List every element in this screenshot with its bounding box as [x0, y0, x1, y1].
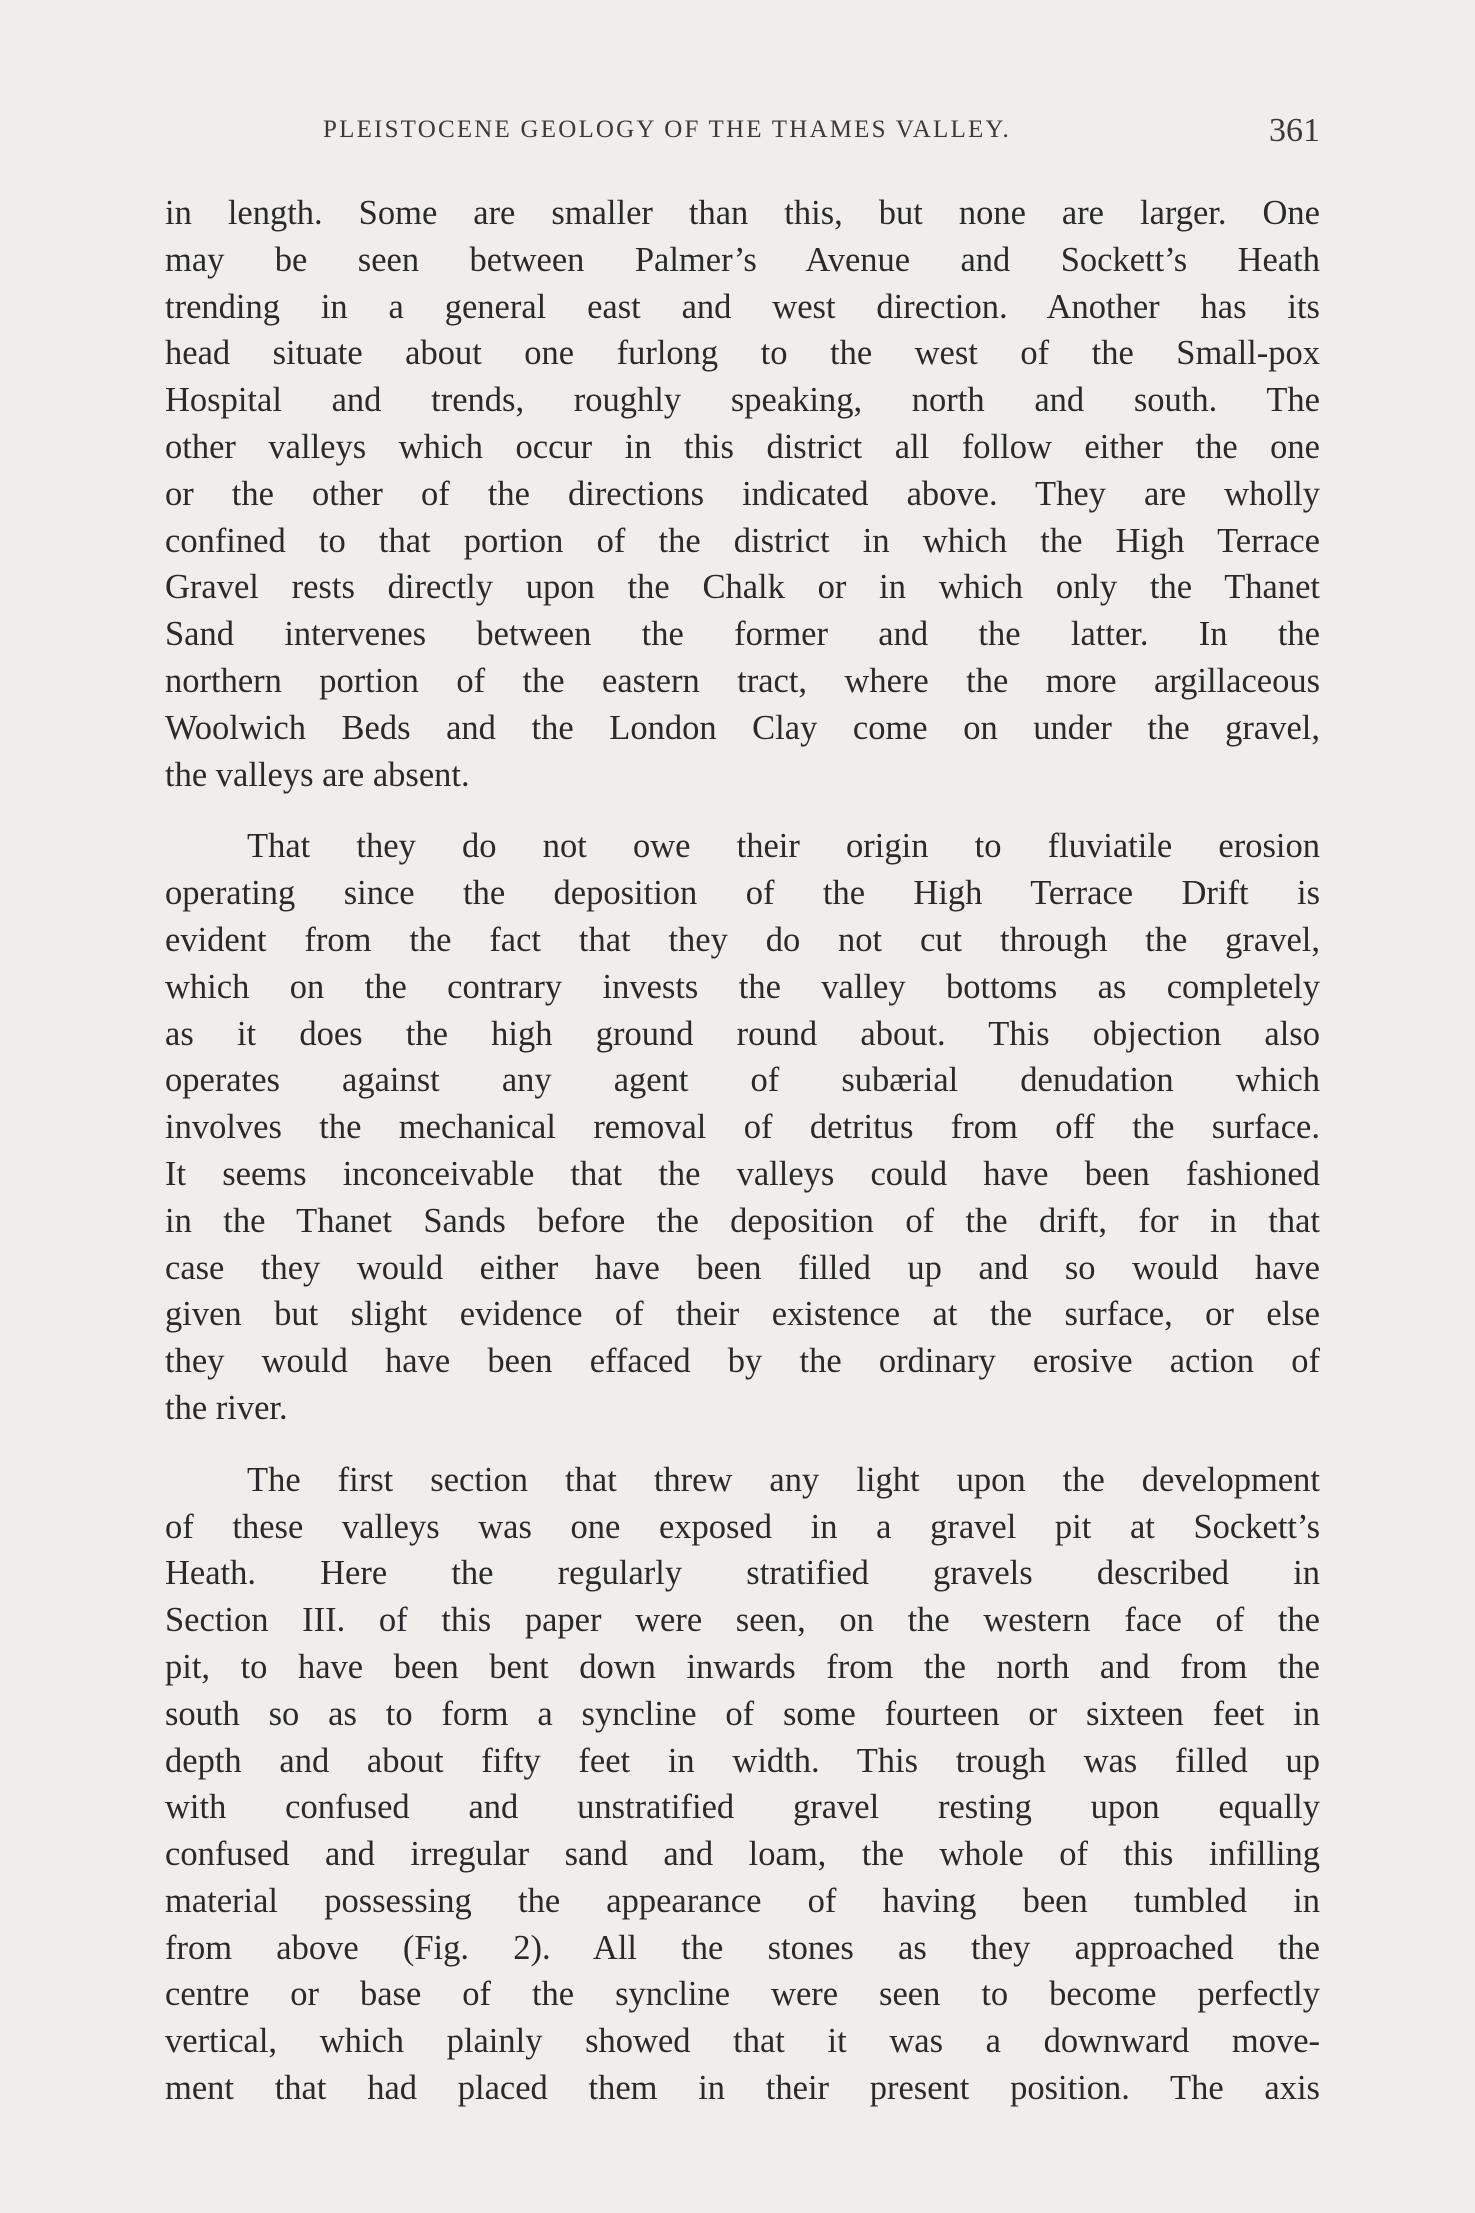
text-line: northern portion of the eastern tract, where the more argillaceous — [165, 661, 1320, 700]
text-line: confused and irregular sand and loam, the whole of this infilling — [165, 1835, 1320, 1874]
text-line: It seems inconceivable that the valleys could have been fashioned — [165, 1154, 1320, 1193]
paragraph-gap — [165, 1432, 1320, 1457]
text-line: evident from the fact that they do not cut through the gravel, — [165, 920, 1320, 959]
page-number: 361 — [1269, 112, 1320, 149]
text-line: confined to that portion of the district in which the High Terrace — [165, 521, 1320, 560]
text-line: Heath. Here the regularly stratified gravels described in — [165, 1554, 1320, 1593]
text-line: south so as to form a syncline of some fourteen or sixteen feet in — [165, 1694, 1320, 1733]
text-line: ment that had placed them in their present position. The axis — [165, 2069, 1320, 2108]
text-line: material possessing the appearance of having been tumbled in — [165, 1881, 1320, 1920]
text-line: case they would either have been filled up and so would have — [165, 1248, 1320, 1287]
text-line: head situate about one furlong to the west of the Small-pox — [165, 334, 1320, 373]
running-head — [165, 112, 1320, 156]
paragraph-2 — [165, 823, 1320, 1431]
text-line: from above (Fig. 2). All the stones as they approached the — [165, 1928, 1320, 1967]
text-line: in length. Some are smaller than this, but none are larger. One — [165, 194, 1320, 232]
text-line: other valleys which occur in this district all follow either the one — [165, 427, 1320, 466]
text-line: the valleys are absent. — [165, 755, 470, 794]
text-line: Section III. of this paper were seen, on the western face of the — [165, 1601, 1320, 1640]
text-line: which on the contrary invests the valley bottoms as completely — [165, 967, 1320, 1006]
text-line: operating since the deposition of the High Terrace Drift is — [165, 874, 1320, 913]
text-line: with confused and unstratified gravel resting upon equally — [165, 1788, 1320, 1827]
text-line: they would have been effaced by the ordinary erosive action of — [165, 1342, 1320, 1381]
text-line: in the Thanet Sands before the deposition of the drift, for in that — [165, 1201, 1320, 1240]
text-line: or the other of the directions indicated above. They are wholly — [165, 474, 1320, 513]
text-line: operates against any agent of subærial denudation which — [165, 1061, 1320, 1100]
text-line: pit, to have been bent down inwards from the north and from the — [165, 1647, 1320, 1686]
running-title: PLEISTOCENE GEOLOGY OF THE THAMES VALLEY. — [323, 116, 1011, 143]
text-line: The first section that threw any light upon the development — [247, 1460, 1320, 1499]
paragraph-3 — [165, 1457, 1320, 2112]
text-line: as it does the high ground round about. This objection also — [165, 1014, 1320, 1053]
text-line: of these valleys was one exposed in a gravel pit at Sockett’s — [165, 1507, 1320, 1546]
body-text — [165, 190, 1320, 2112]
text-line: That they do not owe their origin to fluviatile erosion — [247, 827, 1320, 866]
text-line: centre or base of the syncline were seen to become perfectly — [165, 1975, 1320, 2014]
text-line: Woolwich Beds and the London Clay come on under the gravel, — [165, 708, 1320, 747]
text-line: depth and about fifty feet in width. This trough was filled up — [165, 1741, 1320, 1780]
text-line: may be seen between Palmer’s Avenue and Sockett’s Heath — [165, 240, 1320, 279]
text-line: involves the mechanical removal of detritus from off the surface. — [165, 1108, 1320, 1147]
text-line: the river. — [165, 1388, 288, 1427]
text-line: Sand intervenes between the former and the latter. In the — [165, 615, 1320, 654]
paragraph-gap — [165, 798, 1320, 823]
text-line: vertical, which plainly showed that it was a downward move- — [165, 2022, 1320, 2061]
text-line: Hospital and trends, roughly speaking, north and south. The — [165, 381, 1320, 420]
text-line: given but slight evidence of their existence at the surface, or else — [165, 1295, 1320, 1334]
paragraph-1 — [165, 190, 1320, 798]
text-line: trending in a general east and west direction. Another has its — [165, 287, 1320, 326]
text-line: Gravel rests directly upon the Chalk or in which only the Thanet — [165, 568, 1320, 607]
